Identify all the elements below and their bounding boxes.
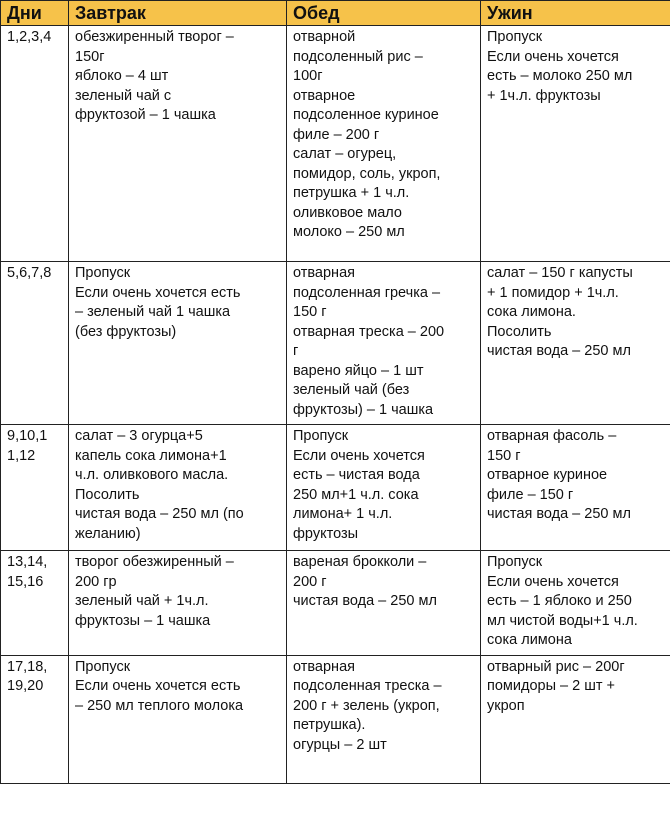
cell-line: 150г	[75, 48, 105, 65]
cell-line: отварной	[293, 29, 356, 45]
cell-line: Если очень хочется	[293, 447, 425, 464]
cell-line: отварное	[293, 87, 356, 104]
cell-line: Если очень хочется	[487, 48, 619, 65]
cell-line: филе – 200 г	[293, 126, 380, 143]
cell-line: филе – 150 г	[487, 486, 574, 503]
cell-line: салат – 150 г капусты	[487, 265, 633, 281]
cell-line: обезжиренный творог –	[75, 29, 234, 45]
days-cell	[1, 26, 69, 262]
cell-line: петрушка).	[293, 717, 366, 733]
lunch-cell	[287, 551, 481, 656]
breakfast-cell	[69, 26, 287, 262]
cell-line: 250 мл+1 ч.л. сока	[293, 486, 419, 503]
cell-line: Если очень хочется	[487, 573, 619, 590]
cell-line: – зеленый чай 1 чашка	[75, 304, 231, 320]
dinner-cell	[481, 262, 670, 425]
lunch-cell	[287, 26, 481, 262]
cell-line: 100г	[293, 68, 323, 84]
cell-line: вареная брокколи –	[293, 554, 427, 570]
cell-line: отварная	[293, 658, 355, 675]
cell-line: + 1 помидор + 1ч.л.	[487, 284, 619, 301]
cell-line: Пропуск	[75, 265, 131, 281]
cell-line: укроп	[487, 697, 525, 714]
cell-line: чистая вода – 250 мл	[487, 506, 631, 522]
days-cell	[1, 425, 69, 551]
breakfast-cell	[69, 425, 287, 551]
cell-line: оливковое мало	[293, 204, 402, 221]
cell-line: чистая вода – 250 мл (по	[75, 506, 244, 522]
header-row	[1, 1, 670, 26]
cell-line: петрушка + 1 ч.л.	[293, 185, 410, 201]
cell-line: подсоленный рис –	[293, 48, 423, 65]
cell-line: зеленый чай (без	[293, 382, 410, 398]
cell-line: молоко – 250 мл	[293, 224, 405, 240]
cell-line: Пропуск	[293, 428, 349, 444]
cell-line: огурцы – 2 шт	[293, 736, 387, 753]
cell-line: 200 г + зелень (укроп,	[293, 697, 440, 714]
cell-line: помидор, соль, укроп,	[293, 165, 441, 182]
breakfast-cell	[69, 655, 287, 783]
cell-line: 150 г	[293, 304, 327, 320]
table-row	[1, 262, 670, 425]
dinner-cell	[481, 655, 670, 783]
table-row	[1, 655, 670, 783]
cell-line: отварная	[293, 265, 355, 281]
cell-line: фруктозы	[293, 525, 359, 542]
cell-line: 9,10,1	[7, 428, 48, 444]
table-row	[1, 425, 670, 551]
breakfast-cell	[69, 551, 287, 656]
cell-line: Посолить	[75, 486, 140, 503]
cell-line: есть – 1 яблоко и 250	[487, 593, 632, 609]
cell-line: отварный рис – 200г	[487, 658, 625, 675]
cell-line: яблоко – 4 шт	[75, 68, 169, 84]
cell-line: салат – огурец,	[293, 146, 397, 162]
cell-line: подсоленная треска –	[293, 678, 442, 694]
cell-line: 200 гр	[75, 573, 117, 590]
cell-line: есть – чистая вода	[293, 467, 420, 483]
breakfast-cell	[69, 262, 287, 425]
cell-line: помидоры – 2 шт +	[487, 678, 615, 694]
header-lunch: Обед	[287, 1, 481, 26]
cell-line: 13,14,	[7, 554, 48, 570]
cell-line: отварное куриное	[487, 467, 608, 483]
days-cell	[1, 655, 69, 783]
header-breakfast: Завтрак	[69, 1, 287, 26]
cell-line: зеленый чай + 1ч.л.	[75, 593, 209, 609]
cell-line: – 250 мл теплого молока	[75, 697, 244, 714]
cell-line: варено яйцо – 1 шт	[293, 362, 424, 379]
table-row	[1, 551, 670, 656]
cell-line: лимона+ 1 ч.л.	[293, 506, 393, 522]
dinner-cell	[481, 551, 670, 656]
cell-line: Пропуск	[487, 29, 543, 45]
cell-line: Если очень хочется есть	[75, 678, 241, 694]
cell-line: фруктозой – 1 чашка	[75, 107, 216, 123]
lunch-cell	[287, 425, 481, 551]
cell-line: подсоленная гречка –	[293, 284, 441, 301]
dinner-cell	[481, 425, 670, 551]
lunch-cell	[287, 655, 481, 783]
cell-line: Посолить	[487, 323, 552, 340]
header-dinner: Ужин	[481, 1, 670, 26]
cell-line: творог обезжиренный –	[75, 554, 234, 570]
cell-line: (без фруктозы)	[75, 323, 177, 340]
cell-line: 150 г	[487, 447, 521, 464]
cell-line: 200 г	[293, 573, 327, 590]
cell-line: г	[293, 343, 299, 359]
cell-line: чистая вода – 250 мл	[487, 343, 631, 359]
dinner-cell	[481, 26, 670, 262]
cell-line: 1,2,3,4	[7, 29, 52, 45]
cell-line: сока лимона.	[487, 304, 576, 320]
cell-line: сока лимона	[487, 632, 572, 648]
days-cell	[1, 551, 69, 656]
cell-line: фруктозы – 1 чашка	[75, 612, 211, 629]
table-row	[1, 26, 670, 262]
cell-line: фруктозы) – 1 чашка	[293, 401, 434, 418]
cell-line: 1,12	[7, 447, 36, 464]
days-cell	[1, 262, 69, 425]
cell-line: 19,20	[7, 678, 44, 694]
cell-line: 15,16	[7, 573, 44, 590]
cell-line: отварная треска – 200	[293, 323, 445, 340]
cell-line: мл чистой воды+1 ч.л.	[487, 612, 638, 629]
cell-line: желанию)	[75, 525, 141, 542]
cell-line: подсоленное куриное	[293, 107, 439, 123]
cell-line: 17,18,	[7, 658, 48, 675]
cell-line: + 1ч.л. фруктозы	[487, 87, 601, 104]
cell-line: ч.л. оливкового масла.	[75, 467, 229, 483]
cell-line: чистая вода – 250 мл	[293, 593, 437, 609]
cell-line: 5,6,7,8	[7, 265, 52, 281]
cell-line: капель сока лимона+1	[75, 447, 227, 464]
cell-line: отварная фасоль –	[487, 428, 617, 444]
cell-line: есть – молоко 250 мл	[487, 68, 633, 84]
lunch-cell	[287, 262, 481, 425]
cell-line: зеленый чай с	[75, 87, 172, 104]
cell-line: Пропуск	[75, 658, 131, 675]
cell-line: салат – 3 огурца+5	[75, 428, 203, 444]
header-days: Дни	[1, 1, 69, 26]
cell-line: Пропуск	[487, 554, 543, 570]
cell-line: Если очень хочется есть	[75, 284, 241, 301]
